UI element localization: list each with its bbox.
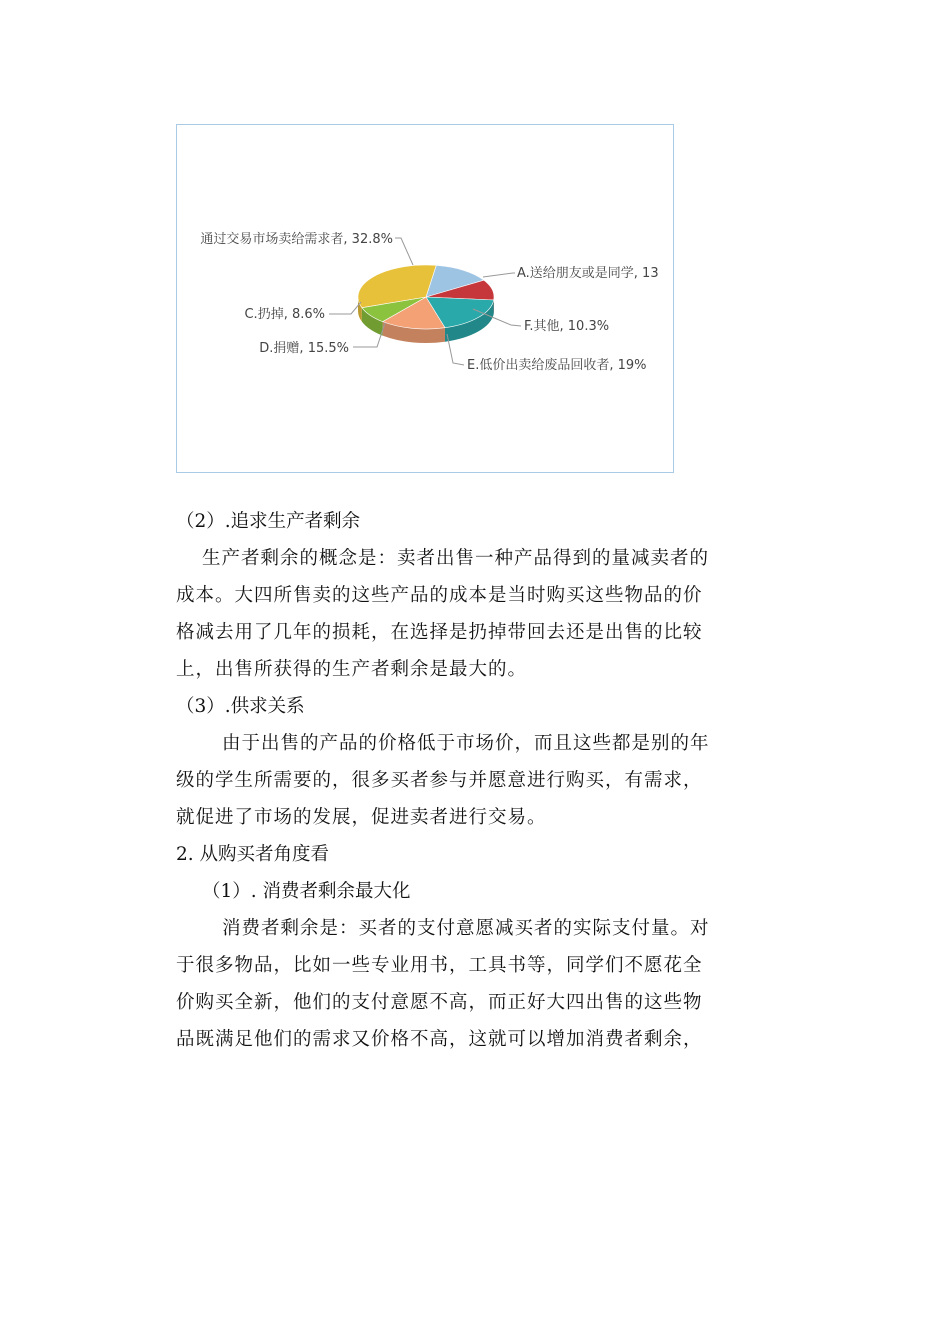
heading-supply-demand: （3）.供求关系 (176, 696, 305, 717)
paragraph-line: 成本。大四所售卖的这些产品的成本是当时购买这些物品的价 (176, 585, 703, 606)
paragraph-line: 于很多物品，比如一些专业用书，工具书等，同学们不愿花全 (176, 955, 703, 976)
paragraph-line: 级的学生所需要的，很多买者参与并愿意进行购买，有需求， (176, 770, 703, 791)
pie-leader-line-2 (329, 302, 361, 314)
pie-label-other: F.其他, 10.3% (524, 319, 610, 334)
paragraph-line: 上，出售所获得的生产者剩余是最大的。 (176, 659, 528, 680)
paragraph-line: 就促进了市场的发展，促进卖者进行交易。 (176, 807, 547, 828)
paragraph-line: 价购买全新，他们的支付意愿不高，而正好大四出售的这些物 (176, 992, 703, 1013)
pie-chart (177, 125, 674, 473)
heading-consumer-surplus: （1）. 消费者剩余最大化 (202, 881, 411, 902)
pie-label-recycle: E.低价出卖给废品回收者, 19% (467, 358, 647, 373)
pie-leader-line-1 (483, 273, 515, 277)
pie-label-donate: D.捐赠, 15.5% (259, 341, 349, 356)
paragraph-line: 由于出售的产品的价格低于市场价，而且这些都是别的年 (222, 733, 710, 754)
pie-label-trade: 通过交易市场卖给需求者, 32.8% (200, 232, 393, 247)
paragraph-line: 生产者剩余的概念是：卖者出售一种产品得到的量减卖者的 (202, 548, 710, 569)
pie-leader-line-0 (395, 238, 413, 265)
pie-label-throw: C.扔掉, 8.6% (244, 307, 325, 322)
heading-producer-surplus: （2）.追求生产者剩余 (176, 511, 361, 532)
pie-label-friends: A.送给朋友或是同学, 13 (517, 266, 659, 281)
paragraph-line: 格减去用了几年的损耗，在选择是扔掉带回去还是出售的比较 (176, 622, 703, 643)
paragraph-line: 消费者剩余是：买者的支付意愿减买者的实际支付量。对 (222, 918, 710, 939)
paragraph-line: 品既满足他们的需求又价格不高，这就可以增加消费者剩余， (176, 1029, 703, 1050)
document-body (176, 503, 776, 1058)
heading-buyer-view: 2. 从购买者角度看 (176, 844, 330, 865)
pie-chart-frame (176, 124, 674, 473)
